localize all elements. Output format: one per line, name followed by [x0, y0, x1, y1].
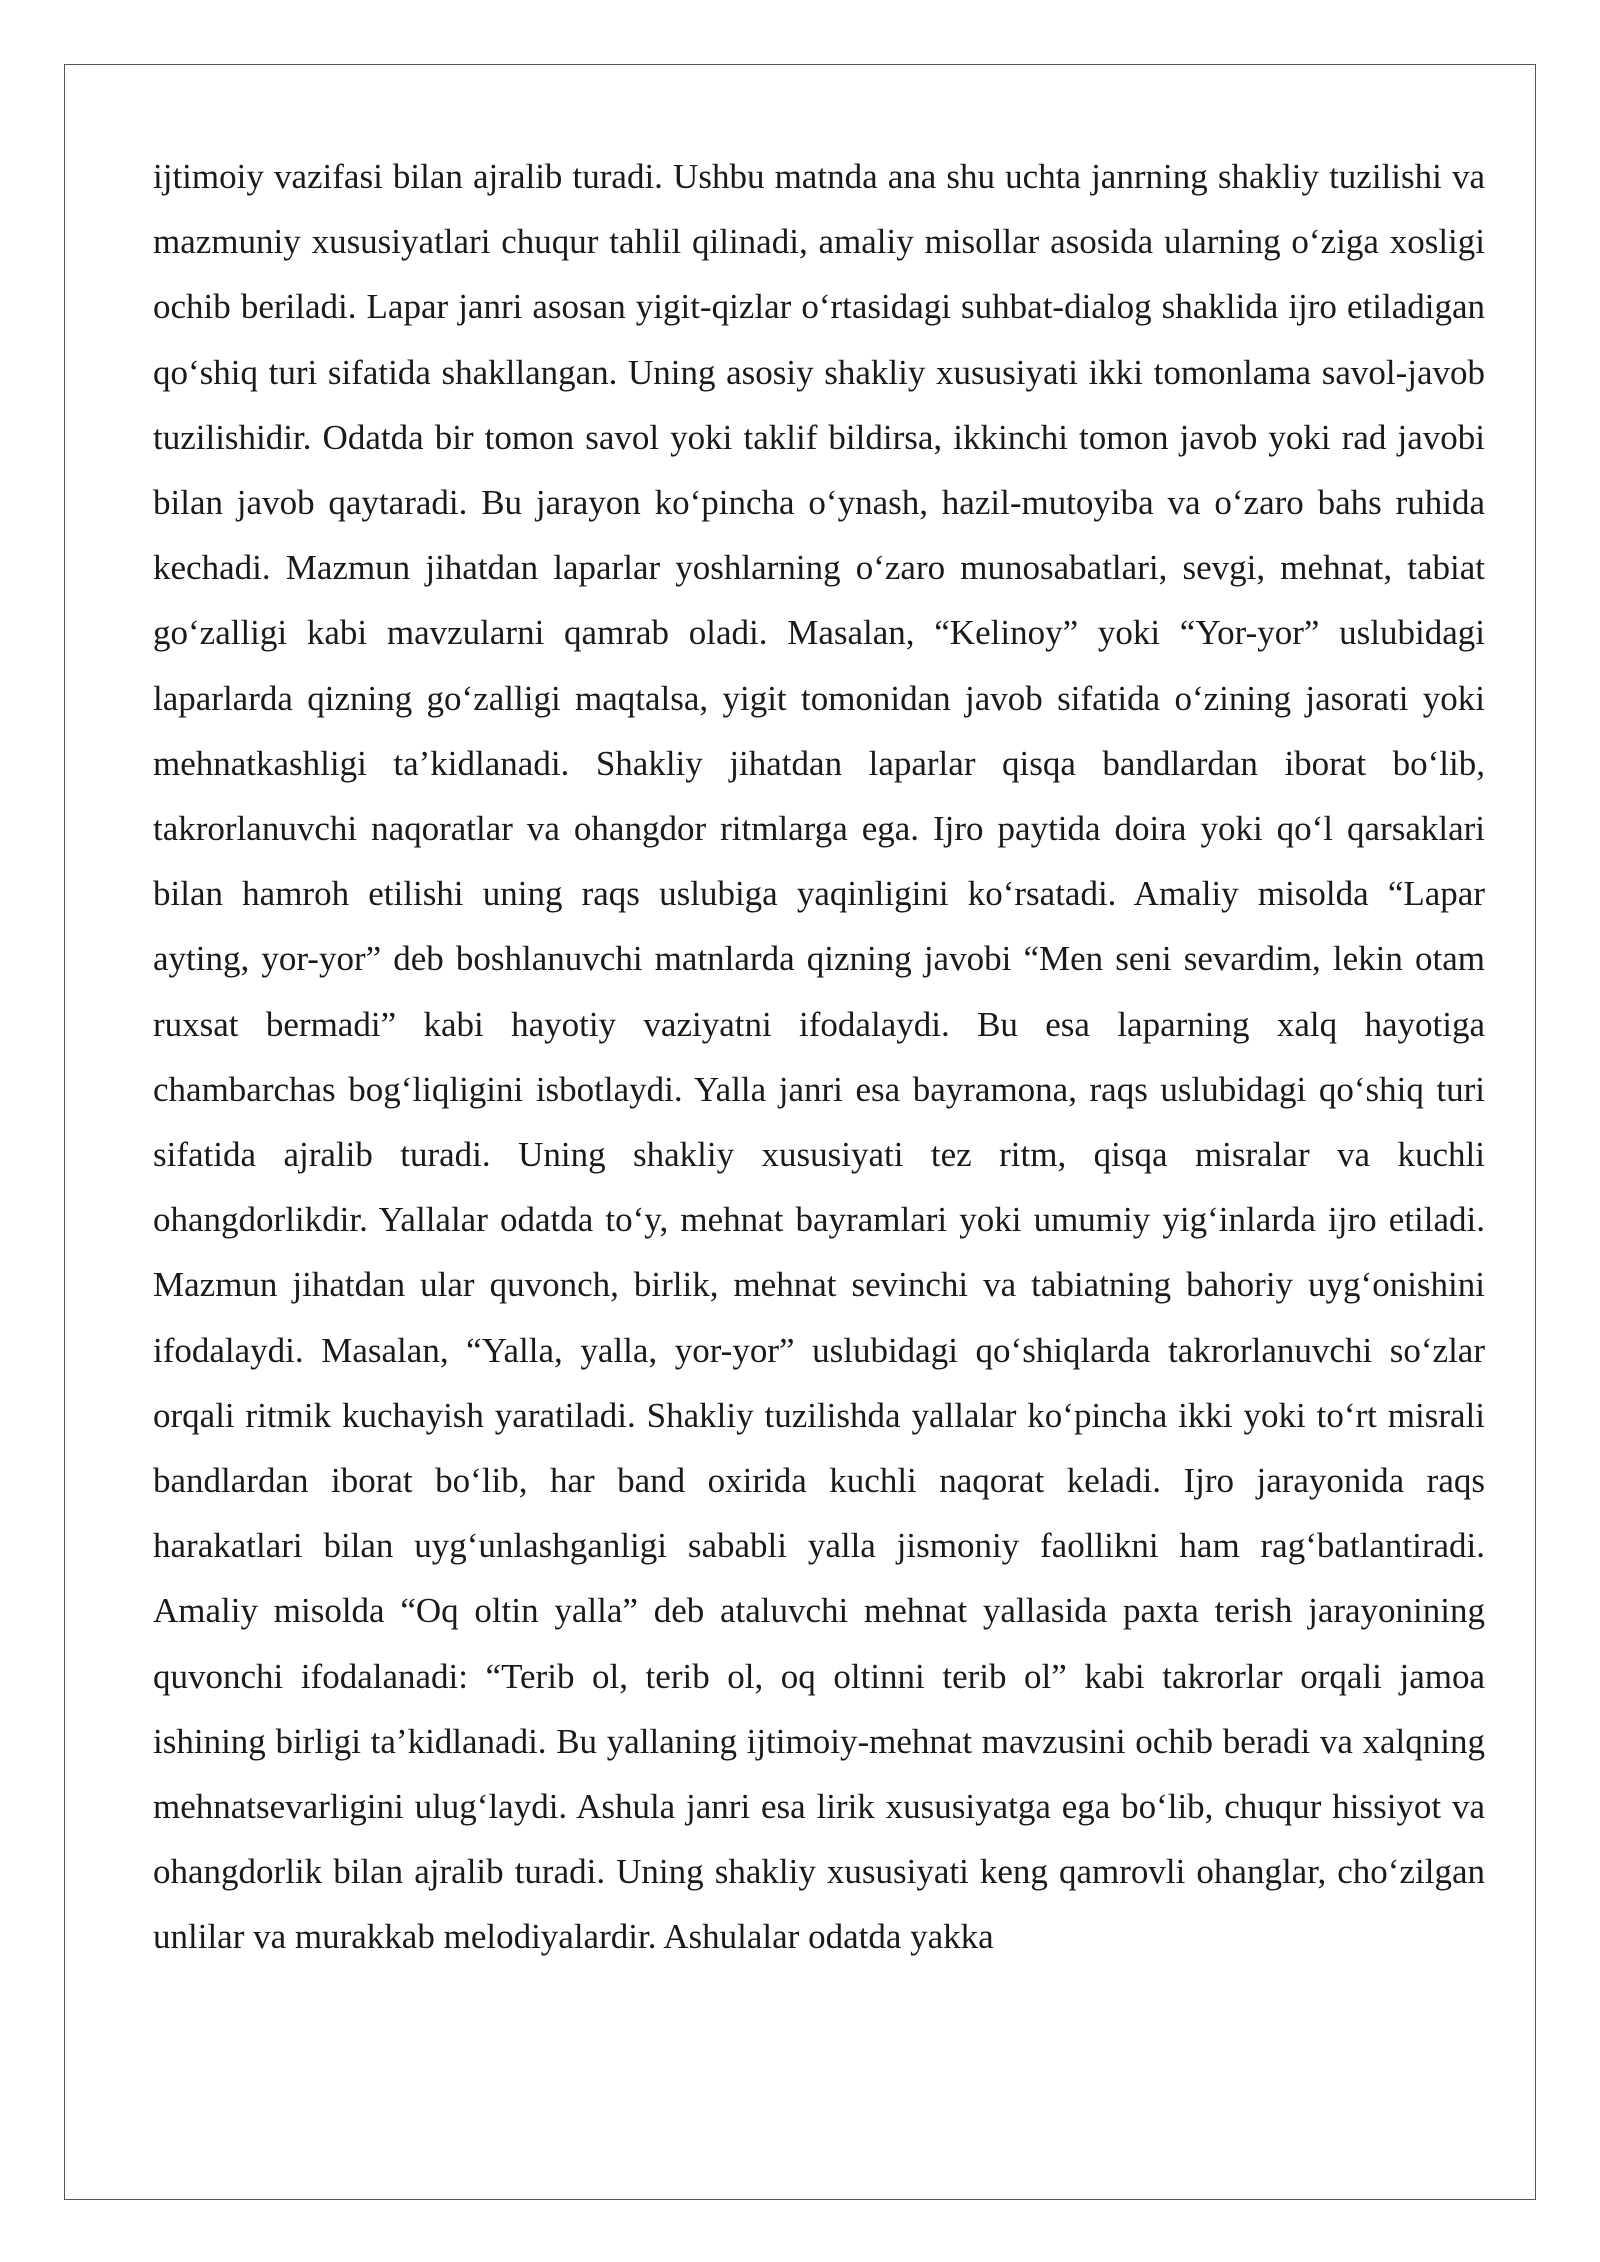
document-body [153, 144, 1485, 1970]
body-paragraph: ijtimoiy vazifasi bilan ajralib turadi. Ushbu matnda ana shu uchta janrning shakliy tuzilishi va mazmuniy xususiyatlari chuqur tahlil qilinadi, amaliy misollar asosida ularning o‘ziga xosligi ochib beriladi. Lapar janri asosan yigit-qizlar o‘rtasidagi suhbat-dialog shaklida ijro etiladigan qo‘shiq turi sifatida shakllangan. Uning asosiy shakliy xususiyati ikki tomonlama savol-javob tuzilishidir. Odatda bir tomon savol yoki taklif bildirsa, ikkinchi tomon javob yoki rad javobi bilan javob qaytaradi. Bu jarayon ko‘pincha o‘ynash, hazil-mutoyiba va o‘zaro bahs ruhida kechadi. Mazmun jihatdan laparlar yoshlarning o‘zaro munosabatlari, sevgi, mehnat, tabiat go‘zalligi kabi mavzularni qamrab oladi. Masalan, “Kelinoy” yoki “Yor-yor” uslubidagi laparlarda qizning go‘zalligi maqtalsa, yigit tomonidan javob sifatida o‘zining jasorati yoki mehnatkashligi ta’kidlanadi. Shakliy jihatdan laparlar qisqa bandlardan iborat bo‘lib, takrorlanuvchi naqoratlar va ohangdor ritmlarga ega. Ijro paytida doira yoki qo‘l qarsaklari bilan hamroh etilishi uning raqs uslubiga yaqinligini ko‘rsatadi. Amaliy misolda “Lapar ayting, yor-yor” deb boshlanuvchi matnlarda qizning javobi “Men seni sevardim, lekin otam ruxsat bermadi” kabi hayotiy vaziyatni ifodalaydi. Bu esa laparning xalq hayotiga chambarchas bog‘liqligini isbotlaydi. Yalla janri esa bayramona, raqs uslubidagi qo‘shiq turi sifatida ajralib turadi. Uning shakliy xususiyati tez ritm, qisqa misralar va kuchli ohangdorlikdir. Yallalar odatda to‘y, mehnat bayramlari yoki umumiy yig‘inlarda ijro etiladi. Mazmun jihatdan ular quvonch, birlik, mehnat sevinchi va tabiatning bahoriy uyg‘onishini ifodalaydi. Masalan, “Yalla, yalla, yor-yor” uslubidagi qo‘shiqlarda takrorlanuvchi so‘zlar orqali ritmik kuchayish yaratiladi. Shakliy tuzilishda yallalar ko‘pincha ikki yoki to‘rt misrali bandlardan iborat bo‘lib, har band oxirida kuchli naqorat keladi. Ijro jarayonida raqs harakatlari bilan uyg‘unlashganligi sababli yalla jismoniy faollikni ham rag‘batlantiradi. Amaliy misolda “Oq oltin yalla” deb ataluvchi mehnat yallasida paxta terish jarayonining quvonchi ifodalanadi: “Terib ol, terib ol, oq oltinni terib ol” kabi takrorlar orqali jamoa ishining birligi ta’kidlanadi. Bu yallaning ijtimoiy-mehnat mavzusini ochib beradi va xalqning mehnatsevarligini ulug‘laydi. Ashula janri esa lirik xususiyatga ega bo‘lib, chuqur hissiyot va ohangdorlik bilan ajralib turadi. Uning shakliy xususiyati keng qamrovli ohanglar, cho‘zilgan unlilar va murakkab melodiyalardir. Ashulalar odatda yakka [153, 157, 1485, 1957]
